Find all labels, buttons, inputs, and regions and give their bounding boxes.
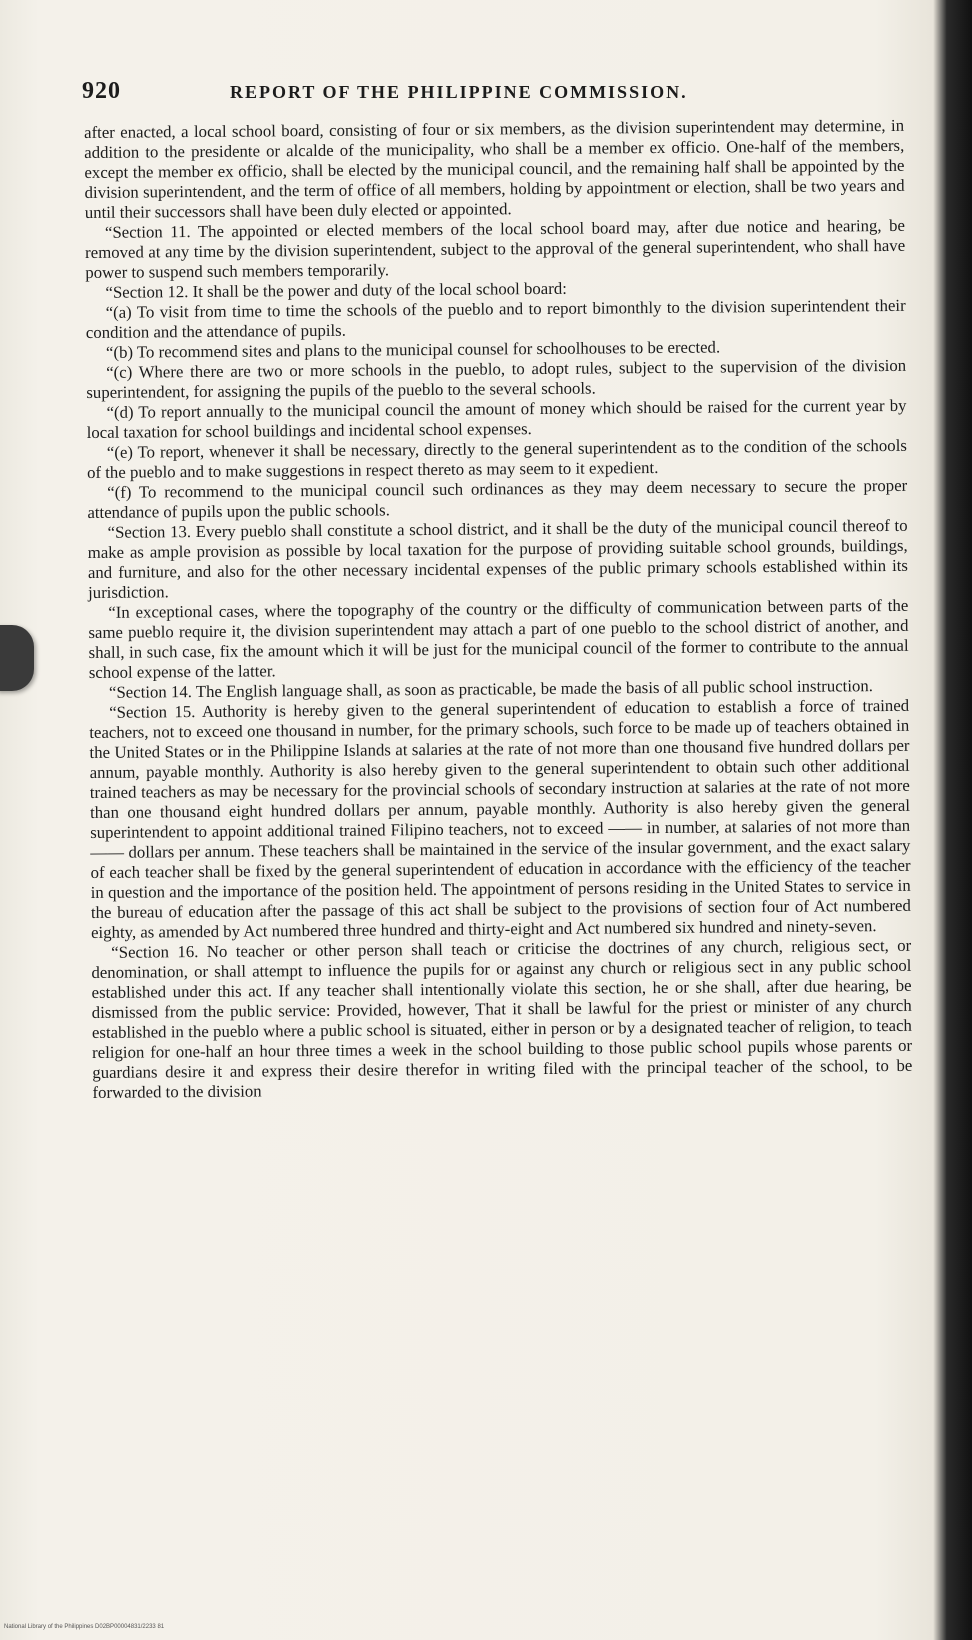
running-title: REPORT OF THE PHILIPPINE COMMISSION.: [230, 82, 688, 102]
paragraph-clause-d: “(d) To report annually to the municipal council the amount of money which should be raised for the current year by local taxation for school buildings and incidental school expenses.: [86, 395, 907, 442]
paragraph-section-14: “Section 14. The English language shall, as soon as practicable, be made the basis of all public school instruction.: [108, 676, 874, 702]
scan-footer-note: National Library of the Philippines D02BP00004831/2233 81: [4, 1624, 165, 1630]
page-header: [82, 78, 902, 108]
paragraph-continuation: after enacted, a local school board, consisting of four or six members, as the division superintendent may determine, in addition to the presidente or alcalde of the municipality, who shall be a member ex officio. One-half of the members, except the member ex officio, shall be elected by the municipal council, and the remaining half shall be appointed by the division superintendent, and the term of office of all members, holding by appointment or election, shall be two years and until their successors shall have been duly elected or appointed.: [84, 115, 905, 222]
paragraph-section-15: “Section 15. Authority is hereby given to the general superintendent of education to establish a force of trained teachers, not to exceed one thousand in number, for the primary schools, such force to be made up of teachers obtained in the United States or in the Philippine Islands at salaries at the rate of not more than one thousand five hundred dollars per annum, payable monthly. Authority is also hereby given to the general superintendent to obtain such other additional trained teachers as may be necessary for the provincial schools of secondary instruction at salaries at the rate of not more than one thousand eight hundred dollars per annum, payable monthly. Authority is also hereby given the general superintendent to appoint additional trained Filipino teachers, not to exceed —— in number, at salaries of not more than —— dollars per annum. These teachers shall be maintained in the service of the insular government, and the exact salary of each teacher shall be fixed by the general superintendent of education in accordance with the efficiency of the teacher in question and the importance of the position held. The appointment of persons residing in the United States to service in the bureau of education after the passage of this act shall be subject to the provisions of section four of Act numbered eighty, as amended by Act numbered three hundred and thirty-eight and Act numbered six hundred and ninety-seven.: [89, 695, 911, 942]
paragraph-clause-e: “(e) To report, whenever it shall be necessary, directly to the general superintendent as to the condition of the schools of the pueblo and to make suggestions in respect thereto as may seem to it expedient.: [86, 435, 907, 482]
paragraph-clause-a: “(a) To visit from time to time the schools of the pueblo and to report bimonthly to the division superintendent their condition and the attendance of pupils.: [85, 295, 906, 342]
paragraph-clause-f: “(f) To recommend to the municipal council such ordinances as they may deem necessary to secure the proper attendance of pupils upon the public schools.: [87, 475, 908, 522]
paragraph-clause-b: “(b) To recommend sites and plans to the municipal counsel for schoolhouses to be erected.: [105, 337, 721, 362]
paragraph-section-12: “Section 12. It shall be the power and duty of the local school board:: [105, 278, 567, 302]
paragraph-section-11: “Section 11. The appointed or elected members of the local school board may, after due notice and hearing, be removed at any time by the division superintendent, subject to the approval of the general superintendent, who shall have power to suspend such members temporarily.: [85, 215, 906, 282]
body-text: [84, 116, 913, 1103]
binder-clip: [0, 625, 34, 691]
paragraph-section-13: “Section 13. Every pueblo shall constitute a school district, and it shall be the duty of the municipal council thereof to make as ample provision as possible by local taxation for the purpose of providing suitable school grounds, buildings, and furniture, and also for the other necessary incidental expenses of the public primary schools established within its jurisdiction.: [87, 515, 908, 602]
page-number: 920: [82, 78, 121, 104]
paragraph-section-16: “Section 16. No teacher or other person shall teach or criticise the doctrines of any church, religious sect, or denomination, or shall attempt to influence the pupils for or against any church or religious sect in any public school established under this act. If any teacher shall intentionally violate this section, he or she shall, after due hearing, be dismissed from the public service: Provided, however, That it shall be lawful for the priest or minister of any church established in the pueblo where a public school is situated, either in person or by a designated teacher of religion, to teach religion for one-half an hour three times a week in the school building to those public school pupils whose parents or guardians desire it and express their desire therefor in writing filed with the principal teacher of the school, to be forwarded to the division: [91, 935, 913, 1102]
paragraph-clause-c: “(c) Where there are two or more schools in the pueblo, to adopt rules, subject to the supervision of the division superintendent, for assigning the pupils of the pueblo to the several schools.: [86, 355, 907, 402]
paragraph-exceptional-cases: “In exceptional cases, where the topography of the country or the difficulty of communication between parts of the same pueblo require it, the division superintendent may attach a part of one pueblo to the school district of another, and shall, in such case, fix the amount which it will be just for the municipal council of the former to contribute to the annual school expense of the latter.: [88, 595, 909, 682]
